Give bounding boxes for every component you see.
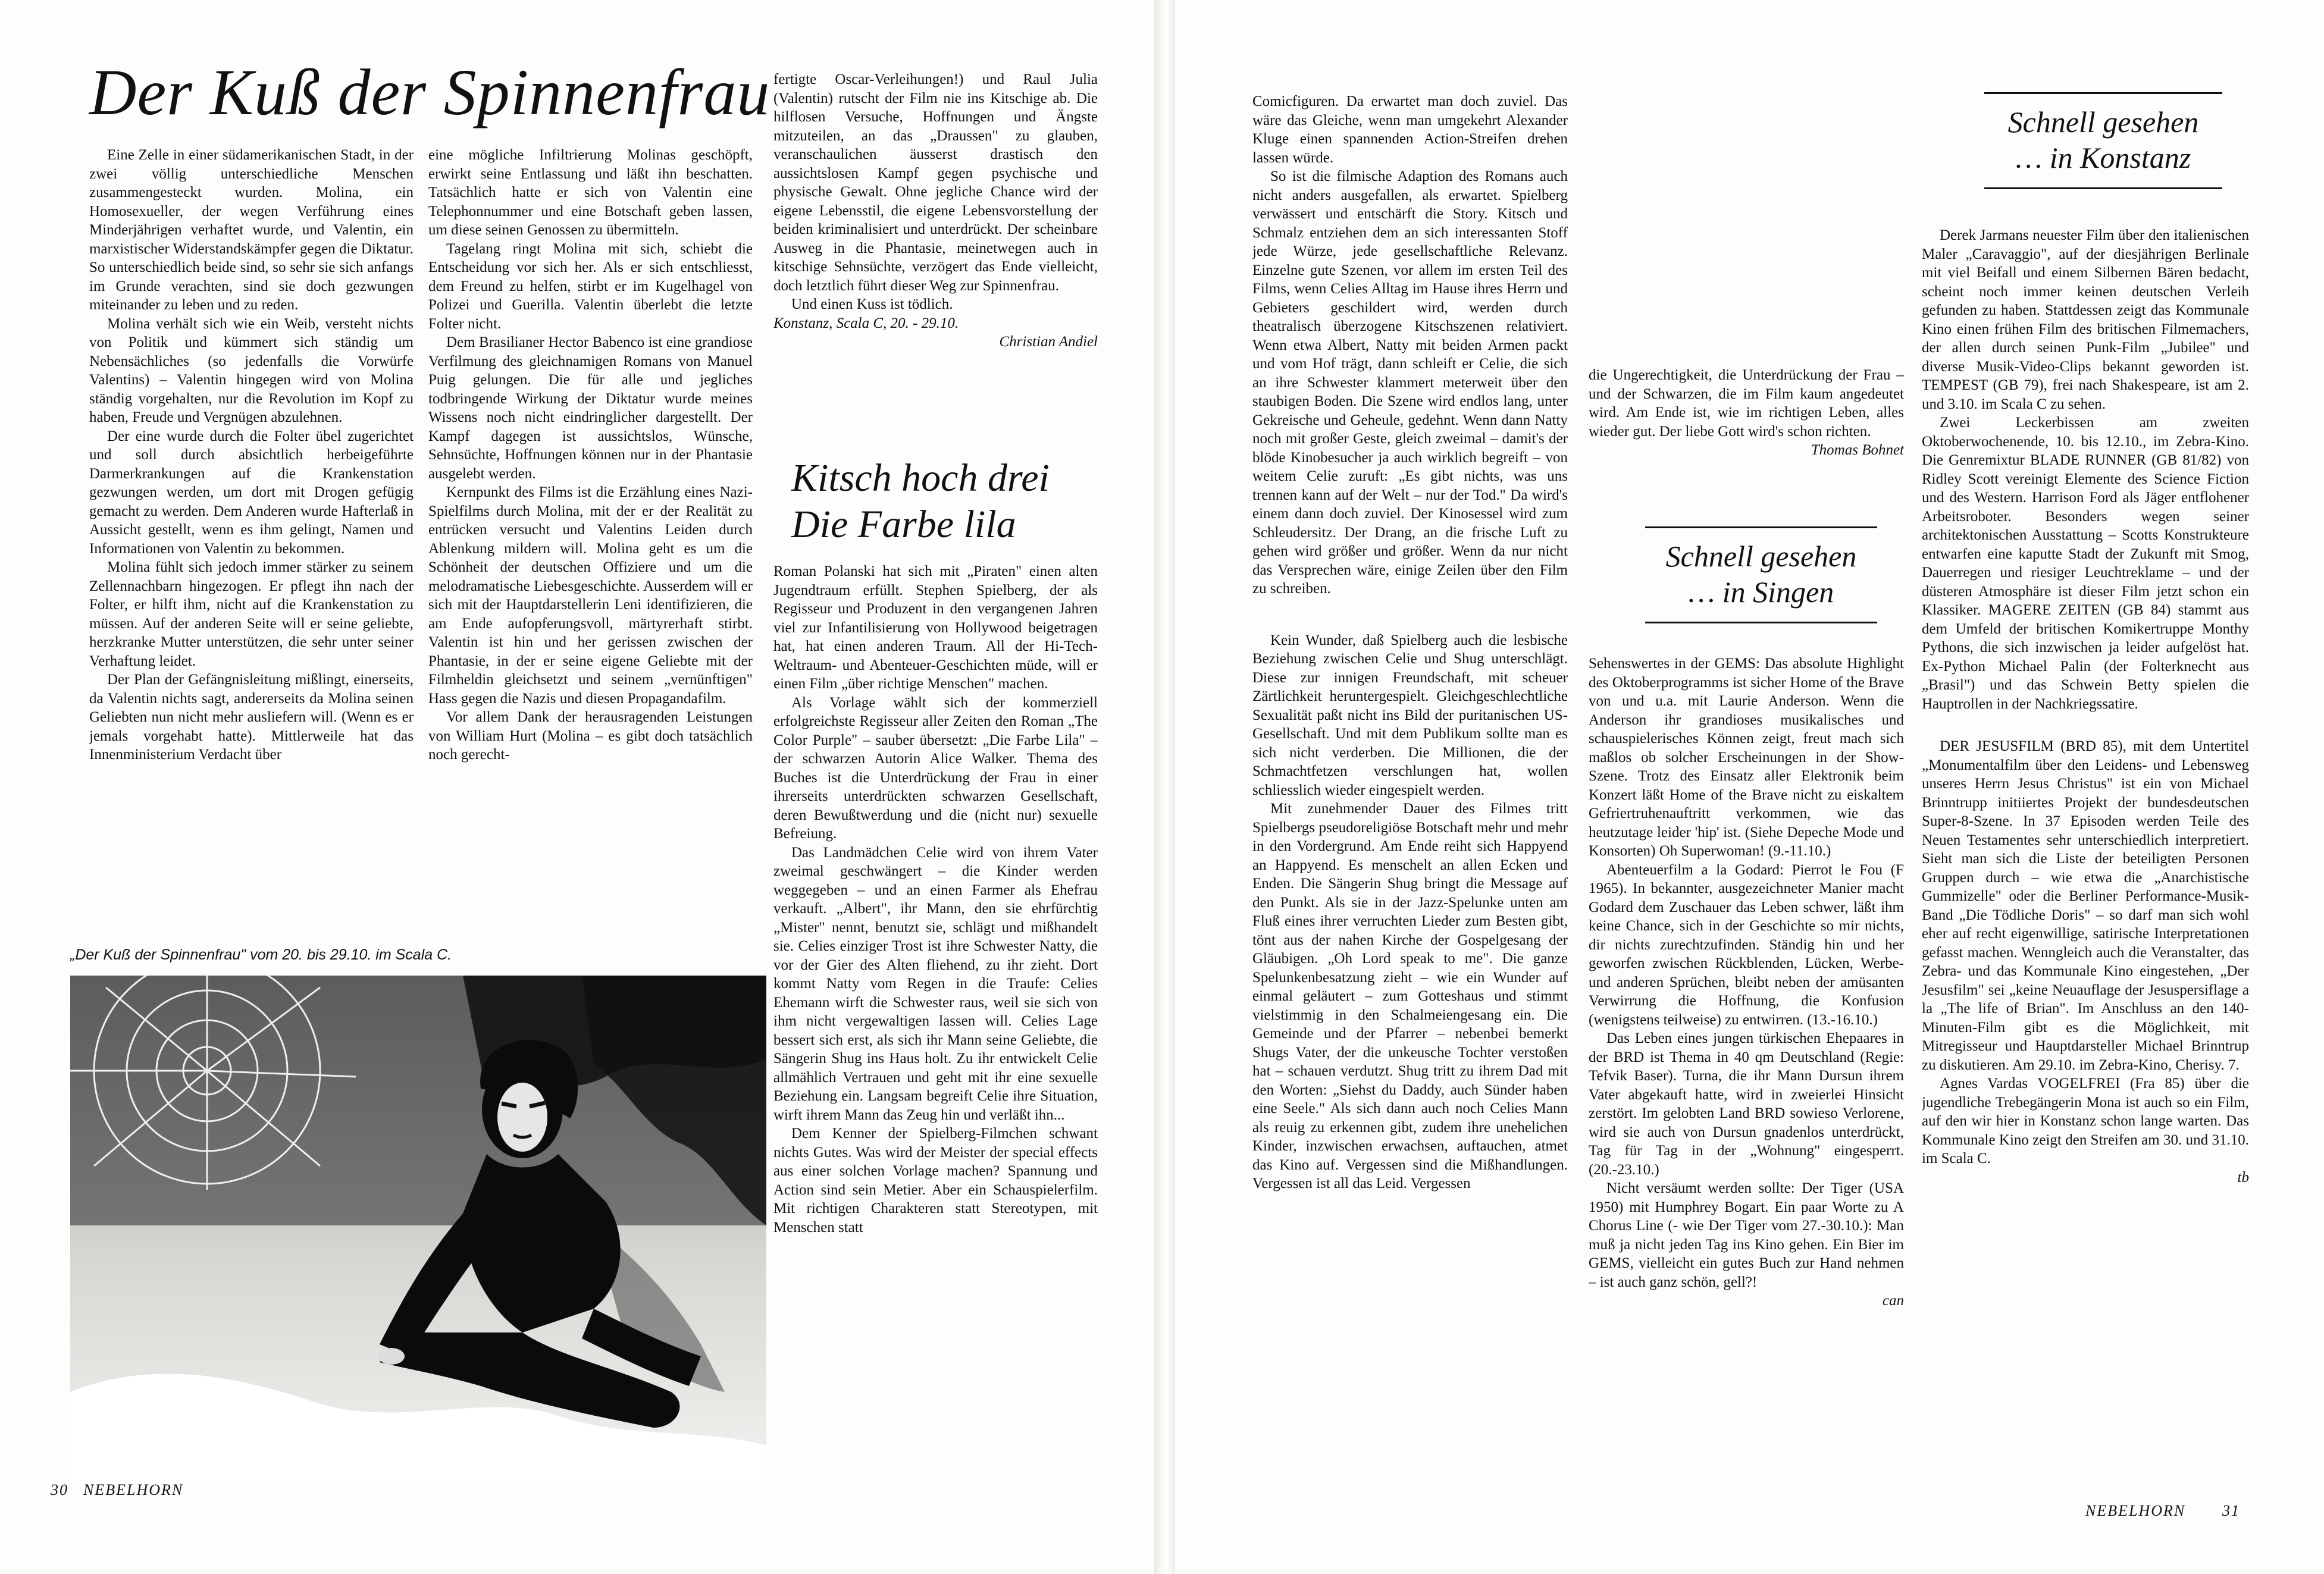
venue-line: Konstanz, Scala C, 20. - 29.10. [773,315,959,331]
photo-caption: „Der Kuß der Spinnenfrau" vom 20. bis 29.10. im Scala C. [70,946,452,963]
paragraph: eine mögliche Infiltrierung Molinas geschöpft, erwirkt seine Entlassung und läßt ihn beschatten. Tatsächlich hatte er sich von Valentin eine Telephonnummer und eine Botschaft geben lassen, um diese seinen Genossen zu übermitteln. [428,147,753,238]
paragraph: die Ungerechtigkeit, die Unterdrückung der Frau – und der Schwarzen, die im Film kaum angedeutet wird. Am Ende ist, wie im richtigen Leben, alles wieder gut. Der liebe Gott wird's schon richten. [1589,367,1904,440]
paragraph: So ist die filmische Adaption des Romans auch nicht anders ausgefallen, als erwartet. Spielberg verwässert und entschärft die Story. Kitsch und Schmalz entziehen dem an sich interessanten Stoff jede Würze, jede gesellschaftliche Relevanz. Einzelne gute Szenen, vor allem im ersten Teil des Films, wenn Celies Alltag im Hause ihres Herrn und Gebieters geschildert wird, werden durch theatralisch überzogene Kitschszenen relativiert. Wenn etwa Albert, Natty mit beiden Armen packt und vom Hof trägt, dann schleift er Celie, die sich an ihre Schwester klammert meterweit über den staubigen Boden. Die Szene wird endlos lang, unter Gekreische und Geheule, gedehnt. Wenn dann Natty noch mit großer Geste, gleich zweimal – damit's der blöde Kinobesucher ja auch wirklich begreift – von weitem Celie zuruft: „Es gibt nichts, was uns trennen kann auf der Welt – nur der Tod." Da wird's einem dann doch zuviel. Der Kinosessel wird zum Schleudersitz. Der Drang, an die frische Luft zu gehen wird größer und größer. Wenn da nur nicht das Versprechen wäre, einige Zeilen über den Film zu schreiben. [1252,168,1568,597]
paragraph: Zwei Leckerbissen am zweiten Oktoberwochenende, 10. bis 12.10., im Zebra-Kino. Die Genremixtur BLADE RUNNER (GB 81/82) von Ridley Scott vereinigt Elemente des Science Fiction und des Western. Harrison Ford als Jäger entflohener Arbeitsroboter. Besonders wegen seiner architektonischen Ausstattung – Scotts Konstrukteure entwarfen eine kaputte Stadt der Zukunft mit Smog, Dauerregen und riesiger Leuchtreklame – und der düsteren Atmosphäre ist dieser Film jetzt schon ein Klassiker. MAGERE ZEITEN (GB 84) stammt aus dem Umfeld der britischen Komikertruppe Monthy Pythons, die sich inzwischen ja leider aufgelöst hat. Ex-Python Michael Palin (der Folterknecht aus „Brasil") und das Schwein Betty spielen die Hauptrollen in der Nachkriegssatire. [1922,415,2249,712]
film-still-photo [70,976,766,1487]
paragraph: Mit zunehmender Dauer des Filmes tritt Spielbergs pseudoreligiöse Botschaft mehr und mehr in den Vordergrund. Am Ende reiht sich Happyend an Happyend. Es menschelt an allen Ecken und Enden. Die Sängerin Shug bringt die Message auf den Punkt. Als sie in der Jazz-Spelunke unten am Fluß eines ihrer verruchten Lieder zum Besten gibt, tönt aus der nahen Kirche der Gospelgesang der Gläubigen. „Oh Lord speak to me". Die ganze Spelunkenbesatzung zieht – wie ein Wunder auf einmal geläutert – zum Gotteshaus und stimmt vielstimmig in den Schalmeiengesang ein. Die Gemeinde und der Pfarrer – nebenbei bemerkt Shugs Vater, der die unkeusche Tochter verstoßen hat – schauen verdutzt. Shug tritt zu ihrem Dad mit den Worten: „Siehst du Daddy, auch Sünder haben eine Seele." Als sich dann auch noch Celies Mann als reuig zu erkennen gibt, zudem ihre unehelichen Kinder, inzwischen erwachsen, auftauchen, atmet das Kino auf. Vergessen sind die Mißhandlungen. Vergessen ist all das Leid. Vergessen [1252,801,1568,1192]
paragraph: Der Plan der Gefängnisleitung mißlingt, einerseits, da Valentin nichts sagt, andererseits da Molina seinen Geliebten nun nicht mehr ausliefern will. (Wenn es er jemals vorgehabt hatte). Mittlerweile hat das Innenministerium Verdacht über [89,672,414,763]
article-headline-kitsch [791,455,1125,548]
paragraph: Sehenswertes in der GEMS: Das absolute Highlight des Oktoberprogramms ist sicher Home of the Brave von und u.a. mit Laurie Anderson. Wenn die Anderson ihr grandioses musikalisches und schauspielerisches Können zeigt, freut mach sich maßlos ob solcher Erscheinungen in der Show-Szene. Trotz des Einsatz aller Elektronik beim Konzert läßt Home of the Brave nicht zu eiskaltem Gefriertruhenauftritt verkommen, wie das heutzutage leider 'hip' ist. (Siehe Depeche Mode und Konsorten) Oh Superwoman! (9.-11.10.) [1589,656,1904,859]
paragraph: Nicht versäumt werden sollte: Der Tiger (USA 1950) mit Humphrey Bogart. Ein paar Worte zu A Chorus Line (- wie Der Tiger vom 27.-30.10.): Man muß ja nicht jeden Tag ins Kino gehen. Ein Bier im GEMS, vielleicht ein gutes Buch zur Hand nehmen – ist auch ganz schön, gell?! [1589,1180,1904,1290]
article-column-2 [428,146,753,943]
box-heading-line: … in Singen [1688,575,1834,609]
paragraph: Eine Zelle in einer südamerikanischen Stadt, in der zwei völlig unterschiedliche Menschen zusammengesteckt wurden. Molina, ein Homosexueller, der wegen Verführung eines Minderjährigen verhaftet wurde, und Valentin, ein marxistischer Widerstandskämpfer gegen die Diktatur. So unterschiedlich beide sind, so sehr sie sich anfangs im Grunde verachten, sind sie doch gezwungen miteinander zu leben und zu reden. [89,147,414,313]
paragraph: fertigte Oscar-Verleihungen!) und Raul Julia (Valentin) rutscht der Film nie ins Kitschige ab. Die hilflosen Versuche, Hoffnungen und Ängste mitzuteilen, an das „Draussen" zu glauben, veranschaulichen äusserst drastisch den aussichtslosen Kampf gegen psychische und physische Gewalt. Ohne jegliche Chance wird der eigene Lebensstil, die eigene Lebensvorstellung der beiden kriminalisiert und unterdrückt. Der scheinbare Ausweg in die Phantasie, meinetwegen auch in kitschige Sehnsüchte, verzögert das Ende vielleicht, doch letztlich führt dieser Weg zur Spinnenfrau. [773,71,1098,294]
box-heading-line: … in Konstanz [2015,141,2191,174]
paragraph: Tagelang ringt Molina mit sich, schiebt die Entscheidung vor sich her. Als er sich entschliesst, dem Freund zu helfen, stirbt er im Kugelhagel von Polizei und Guerilla. Valentin überlebt die letzte Folter nicht. [428,240,753,332]
headline-line: Die Farbe lila [791,503,1016,546]
page-number: 31 [2222,1502,2240,1519]
paragraph: Der eine wurde durch die Folter übel zugerichtet und soll durch absichtlich herbeigeführte Darmerkrankungen auf die Krankenstation gezwungen werden, um dort mit Drogen gefügig gemacht zu werden. Dem Anderen wurde Hafterlaß in Aussicht gestellt, wenn es ihm gelingt, Namen und Informationen von Valentin zu bekommen. [89,428,414,557]
box-heading-line: Schnell gesehen [2007,105,2199,139]
box-rule-bottom [1984,187,2222,189]
author-signature: tb [2237,1169,2249,1186]
article-column-3-top [773,70,1098,403]
paragraph: Dem Brasilianer Hector Babenco ist eine grandiose Verfilmung des gleichnamigen Romans von Manuel Puig gelungen. Die für alle und jegliches todbringende Wirkung der Diktatur wurde meines Wissens noch nicht eindringlicher dargestellt. Der Kampf dagegen ist aussichtslos, Wünsche, Sehnsüchte, Hoffnungen können nur in der Phantasie ausgelebt werden. [428,334,753,482]
article-column-3-bottom [773,562,1098,1481]
paragraph: Molina fühlt sich jedoch immer stärker zu seinem Zellennachbarn hingezogen. Er pflegt ihn nach der Folter, er hilft ihm, nicht auf die Krankenstation zu müssen. Auf der anderen Seite will er seine geliebte, herzkranke Mutter unterstützen, die sehr unter seiner Verhaftung leidet. [89,559,414,669]
paragraph: Als Vorlage wählt sich der kommerziell erfolgreichste Regisseur aller Zeiten den Roman „The Color Purple" – sauber übersetzt: „Die Farbe Lila" – der schwarzen Autorin Alice Walker. Thema des Buches ist die Unterdrückung der Frau in einer ihrerseits unterdrückten schwarzen Gesellschaft, deren Bewußtwerdung und die (nicht nur) sexuelle Befreiung. [773,694,1098,842]
article-headline-spinnenfrau: Der Kuß der Spinnenfrau [89,56,771,128]
paragraph: Vor allem Dank der herausragenden Leistungen von William Hurt (Molina – es gibt doch tatsächlich noch gerecht- [428,709,753,763]
box-heading-singen [1627,538,1895,610]
box-heading-line: Schnell gesehen [1665,540,1857,573]
box-rule-bottom [1645,622,1877,623]
paragraph: Das Landmädchen Celie wird von ihrem Vater zweimal geschwängert – die Kinder werden weggegeben – und an einen Farmer als Ehefrau verkauft. „Albert", ihr Mann, den sie ehrfürchtig „Mister" nennt, benutzt sie, schlägt und mißhandelt sie. Celies einziger Trost ist ihre Schwester Natty, die vor der Gier des Alten fliehend, zu ihr zieht. Dort kommt Natty vom Regen in die Traufe: Celies Ehemann wirft die Schwester raus, weil sie sich von ihm nicht vergewaltigen lassen will. Celies Lage bessert sich erst, als sich ihr Mann seine Geliebte, die Sängerin Shug ins Haus holt. Zu ihr entwickelt Celie allmählich Vertrauen und geht mit ihr eine sexuelle Beziehung ein. Langsam begreift Celie ihre Situation, wirft ihrem Mann das Zeug hin und verläßt ihn... [773,844,1098,1123]
left-page [0,0,1154,1574]
paragraph: Roman Polanski hat sich mit „Piraten" einen alten Jugendtraum erfüllt. Stephen Spielberg, der als Regisseur und Produzent in den vergangenen Jahren viel zur Infantilisierung von Hollywood beigetragen hat, hat einen anderen Traum. All der Hi-Tech-Weltraum- und Abenteuer-Geschichten müde, will er einen Film „über richtige Menschen" machen. [773,563,1098,692]
author-signature: can [1882,1293,1904,1309]
magazine-name-footer: NEBELHORN [83,1481,184,1498]
article-column-5-bottom [1589,654,1904,1478]
paragraph: Molina verhält sich wie ein Weib, versteht nichts von Politik und kümmert sich ständig um Nebensächliches (so jedenfalls die Vorwürfe Valentins) – Valentin hingegen wird von Molina ständig vorgehalten, nur die Revolution im Kopf zu haben, Freude und Vergnügen abzulehnen. [89,315,414,425]
paragraph: Agnes Vardas VOGELFREI (Fra 85) über die jugendliche Trebegängerin Mona ist auch so ein Film, auf den wir hier in Konstanz schon lange warten. Das Kommunale Kino zeigt den Streifen am 30. und 31.10. im Scala C. [1922,1076,2249,1167]
paragraph: Kein Wunder, daß Spielberg auch die lesbische Beziehung zwischen Celie und Shug unterschlägt. Diese zur innigen Freundschaft, mit scheuer Zärtlichkeit heruntergespielt. Gleichgeschlechtliche Sexualität paßt nicht ins Bild der puritanischen US-Gesellschaft. Und mit dem Publikum sollte man es sich nicht verderben. Die Millionen, die der Schmachtfetzen verschlungen hat, wollen schliesslich wieder eingespielt werden. [1252,632,1568,798]
article-column-4 [1252,92,1568,1478]
paragraph: DER JESUSFILM (BRD 85), mit dem Untertitel „Monumentalfilm über den Leidens- und Lebensweg unseres Herrn Jesus Christus" ist ein von Michael Brinntrupp initiiertes Projekt der bundesdeutschen Super-8-Szene. In 37 Episoden werden Teile des Neuen Testamentes sehr unterschiedlich interpretiert. Sieht man sich die Liste der beteiligten Personen Gruppen durch – wie etwa die „Anarchistische Gummizelle" oder die Berliner Performance-Musik-Band „Die Tödliche Doris" – so darf man sich wohl eher auf recht eigenwillige, satirische Interpretationen gefasst machen. Wenngleich auch die Veranstalter, das Zebra- und das Kommunale Kino eingestehen, „Der Jesusfilm" sei „keine Neuauflage der Jesuspersiflage a la „The life of Brian". Im Anschluss an den 140-Minuten-Film gibt es die Möglichkeit, mit Mitregisseur und Hauptdarsteller Michael Brinntrup zu diskutieren. Am 29.10. im Zebra-Kino, Cherisy. 7. [1922,738,2249,1073]
paragraph: Dem Kenner der Spielberg-Filmchen schwant nichts Gutes. Was wird der Meister der special effects aus einer solchen Vorlage machen? Spannung und Action sind sein Metier. Aber ein Schauspielerfilm. Mit richtigen Charakteren statt Stereotypen, mit Menschen statt [773,1125,1098,1236]
article-column-6 [1922,226,2249,1481]
page-number: 30 [51,1481,68,1498]
author-signature: Thomas Bohnet [1811,442,1904,458]
paragraph: Comicfiguren. Da erwartet man doch zuviel. Das wäre das Gleiche, wenn man umgekehrt Alexander Kluge einen spannenden Action-Streifen drehen lassen würde. [1252,93,1568,166]
headline-line: Kitsch hoch drei [791,456,1050,500]
article-column-1 [89,146,414,943]
paragraph: Und einen Kuss ist tödlich. [791,296,953,312]
spine-gutter [1154,0,1175,1574]
paragraph: Abenteuerfilm a la Godard: Pierrot le Fou (F 1965). In bekannter, ausgezeichneter Manier macht Godard dem Zuschauer das Leben schwer, läßt ihm keine Chance, sich in der Geschichte so mir nichts, dir nichts zurechtzufinden. Ständig hin und her geworfen zwischen Rückblenden, Lücken, Werbe- und anderen Sprüchen, bleibt neben der amüsanten Verwirrung die Hoffnung, die Konfusion (wenigstens teilweise) zu entwirren. (13.-16.10.) [1589,861,1904,1028]
box-heading-konstanz [1960,104,2246,175]
author-signature: Christian Andiel [999,334,1098,350]
right-page [1175,0,2324,1574]
paragraph: Derek Jarmans neuester Film über den italienischen Maler „Caravaggio", auf der diesjährigen Berlinale mit viel Beifall und einem Silbernen Bären bedacht, scheint noch immer keinen deutschen Verleih gefunden zu haben. Stattdessen zeigt das Kommunale Kino einen frühen Film des britischen Filmemachers, der allen durch seinen Punk-Film „Jubilee" und diverse Musik-Video-Clips bekannt geworden ist. TEMPEST (GB 79), frei nach Shakespeare, ist am 2. und 3.10. im Scala C zu sehen. [1922,227,2249,412]
paragraph: Das Leben eines jungen türkischen Ehepaares in der BRD ist Thema in 40 qm Deutschland (Regie: Tefvik Baser). Turna, die ihr Mann Dursun ihrem Vater abgekauft hatte, wird in zweierlei Hinsicht zerstört. Im gelobten Land BRD sowieso Verlorene, wird sie auch von Dursun gnadenlos unterdrückt, Tag für Tag in der „Wohnung" eingesperrt. (20.-23.10.) [1589,1030,1904,1178]
article-column-5-top [1589,366,1904,509]
box-rule-top [1984,92,2222,94]
magazine-name-footer: NEBELHORN [2085,1502,2186,1519]
paragraph: Kernpunkt des Films ist die Erzählung eines Nazi-Spielfilms durch Molina, mit der er der Realität zu entrücken versucht und Valentins Leiden durch Ablenkung mildern will. Molina geht es um die Schönheit der deutschen Offiziere und um die melodramatische Liebesgeschichte. Ausserdem will er sich mit der Hauptdarstellerin Leni identifizieren, die am Ende aufopferungsvoll, märtyrerhaft stirbt. Valentin ist hin und her gerissen zwischen der Phantasie, in der er seine eigene Geliebte mit der Filmheldin gleichsetzt und seinem „vernünftigen" Hass gegen die Nazis und diesen Propagandafilm. [428,484,753,707]
box-rule-top [1645,526,1877,528]
